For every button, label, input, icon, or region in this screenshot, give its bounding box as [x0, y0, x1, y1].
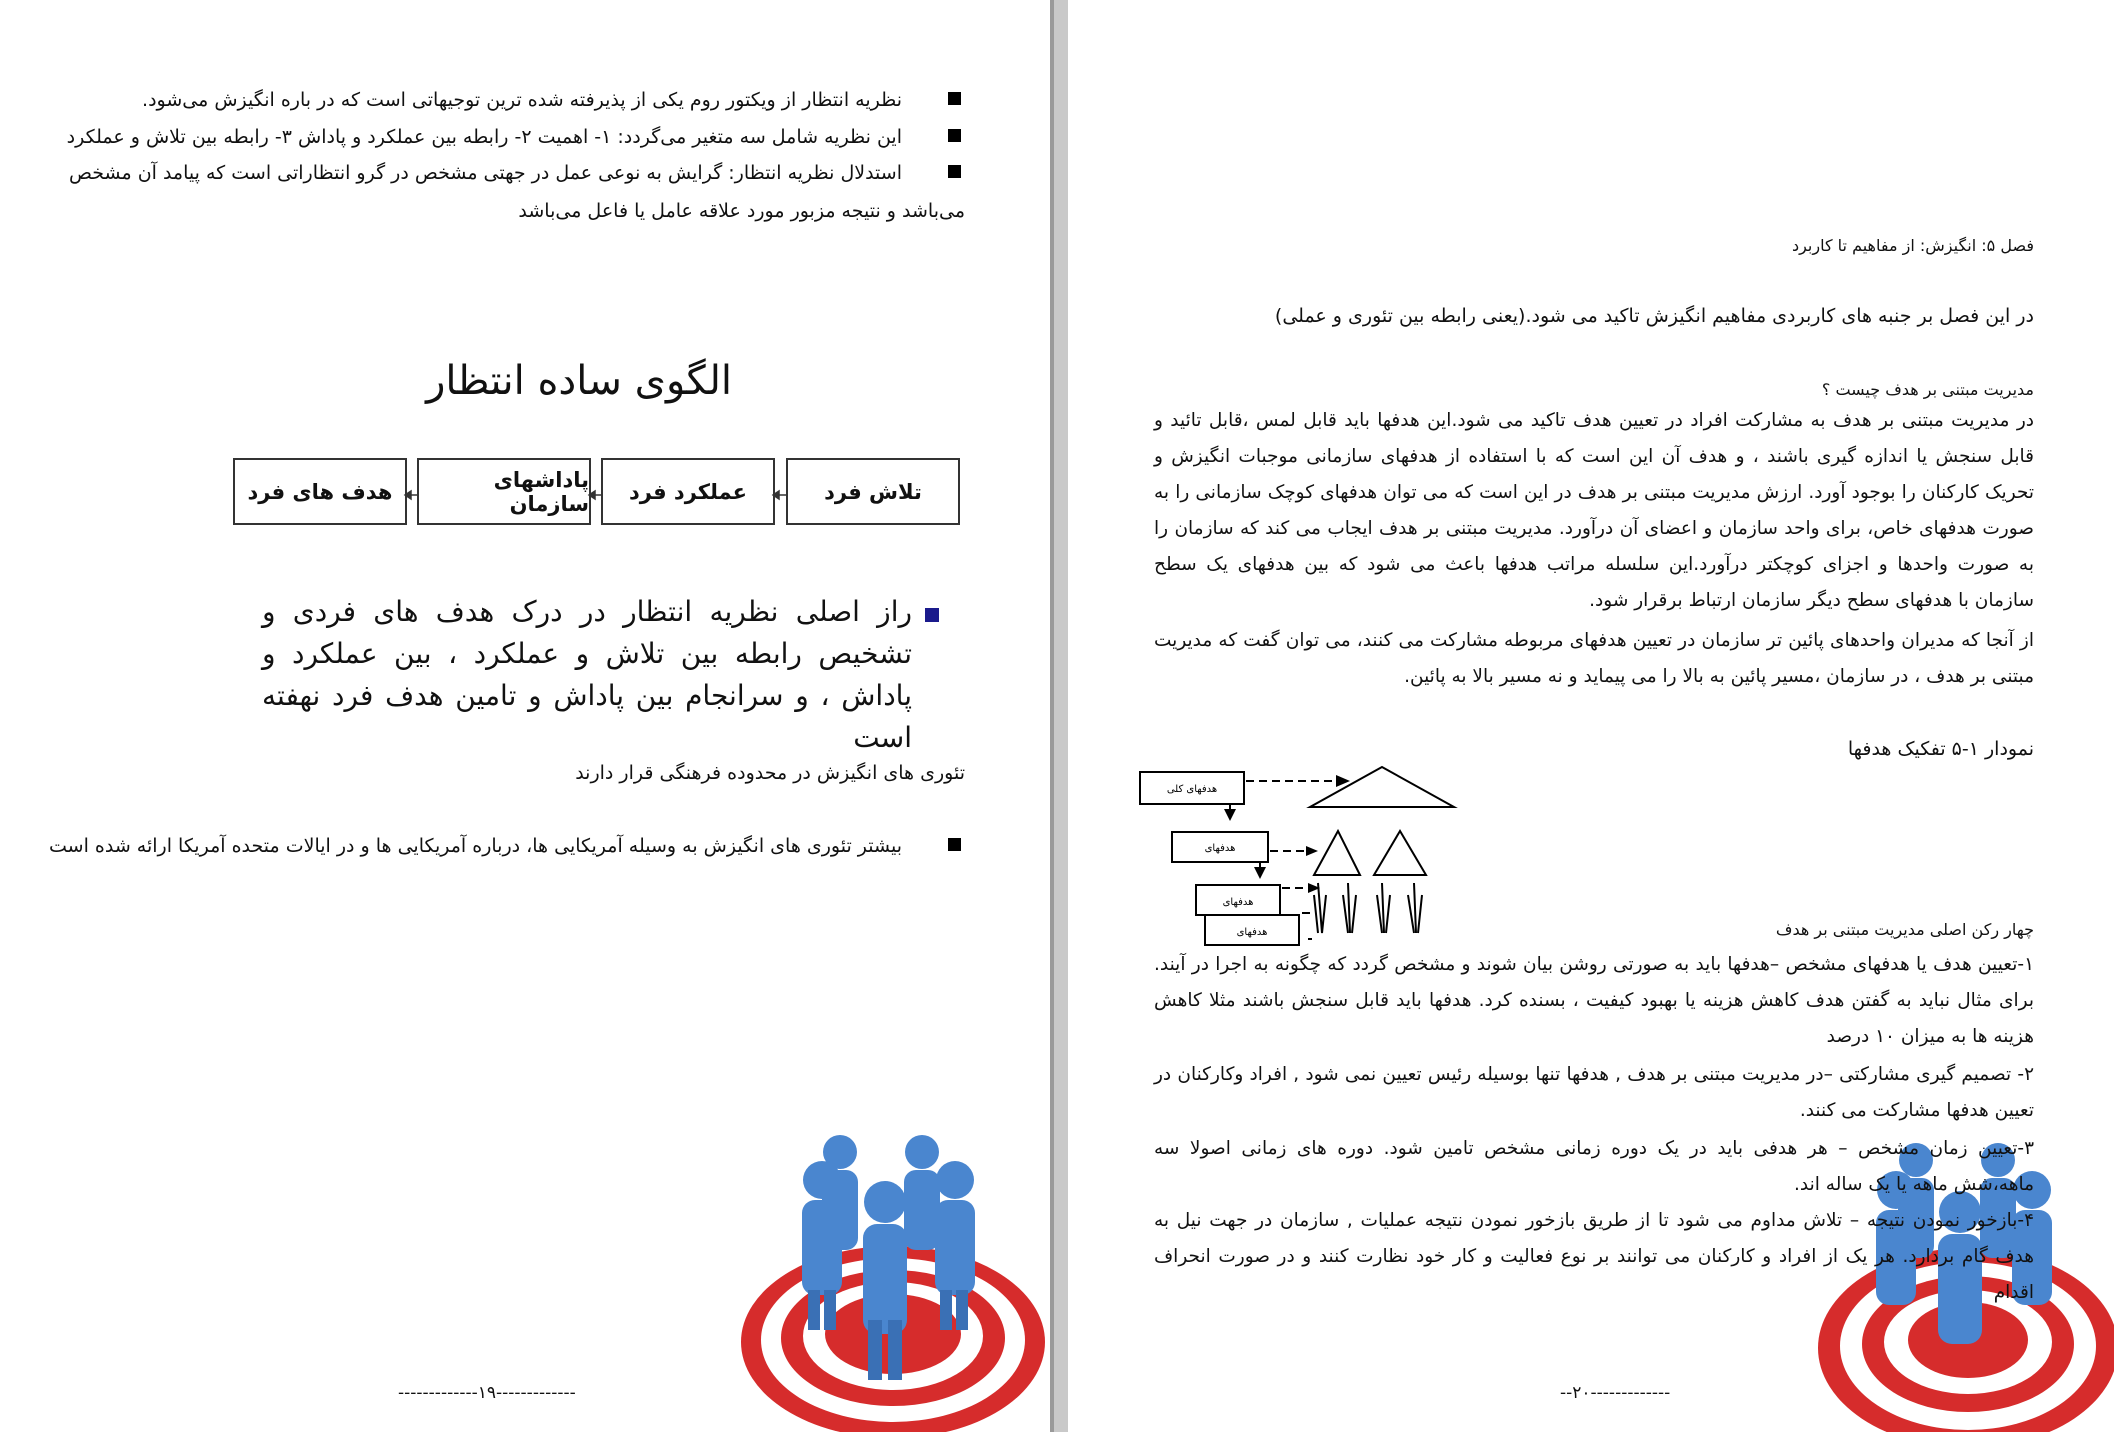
page-20	[1068, 0, 2114, 1432]
chart-caption: نمودار ۱-۵ تفکیک هدفها	[1847, 738, 2034, 760]
culture-line: تئوری های انگیزش در محدوده فرهنگی قرار دارند	[575, 762, 965, 784]
pillar-item-3: ۳-تعیین زمان مشخص – هر هدفی باید در یک دوره زمانی مشخص تامین شود. دوره های زمانی اصولا سه ماهه،شش ماهه یا یک ساله اند.	[1154, 1138, 2034, 1195]
flow-arrows	[0, 0, 1050, 600]
four-pillars-title: چهار رکن اصلی مدیریت مبتنی بر هدف	[1775, 920, 2034, 939]
bullet-text: استدلال نظریه انتظار: گرایش به نوعی عمل در جهتی مشخص در گرو انتظاراتی است که پیامد آن مشخص	[68, 162, 902, 184]
page-19	[0, 0, 1050, 1432]
mbo-paragraph: در مدیریت مبتنی بر هدف به مشارکت افراد در تعیین هدف تاکید می شود.این هدفها باید قابل لمس ،قابل تائید و قابل سنجش یا اندازه گیری باشند ، و هدف آن این است که با استفاده از هدفهای سازمانی موجبات انگیزش و تحریک کارکنان را بوجود آورد. ارزش مدیریت مبتنی بر هدف در این است که می توان هدفهای کوچک سازمانی را به صورت هدفهای خاص، برای واحد سازمان و اعضای آن درآورد. مدیریت مبتنی بر هدف ایجاب می کند که سازمان را به صورت واحدها و اجزای کوچکتر درآورد.این سلسله مراتب هدفها باعث می شود که بین هدفهای یک سطح سازمان با هدفهای سطح دیگر سازمان ارتباط برقرار شود.	[1154, 410, 2034, 611]
flow-box-rewards: پاداشهای سازمان	[417, 458, 591, 525]
flow-box-effort: تلاش فرد	[786, 458, 960, 525]
bullet-text: نظریه انتظار از ویکتور روم یکی از پذیرفته شده ترین توجیهاتی است که در باره انگیزش می‌شود.	[142, 89, 902, 111]
pillar-item-4: ۴-بازخور نمودن نتیجه – تلاش مداوم می شود تا از طریق بازخور نمودن نتیجه عملیات , سازمان در جهت نیل به هدف گام بردارد. هر یک از افراد و کارکنان می توانند بر نوع فعالیت و کار خود نظارت کنند و در صورت انحراف اقدام	[1154, 1210, 2034, 1303]
diagram-label: هدفهای	[1222, 897, 1254, 908]
bullet-marker	[948, 838, 961, 851]
big-bullet-marker	[925, 608, 939, 622]
bullet-text: این نظریه شامل سه متغیر می‌گردد: ۱- اهمیت ۲- رابطه بین عملکرد و پاداش ۳- رابطه بین تلاش و عملکرد	[66, 126, 902, 148]
page-number: -------------۱۹-------------	[398, 1383, 576, 1403]
target-people-image	[730, 1120, 1050, 1432]
diagram-label: هدفهای	[1236, 927, 1268, 938]
section-question: مدیریت مبتنی بر هدف چیست ؟	[1821, 380, 2034, 399]
goal-hierarchy-diagram	[1138, 755, 1458, 955]
flow-box-goals: هدف های فرد	[233, 458, 407, 525]
bullet-continuation: می‌باشد و نتیجه مزبور مورد علاقه عامل یا فاعل می‌باشد	[518, 200, 965, 222]
key-point-text: راز اصلی نظریه انتظار در درک هدف های فردی و تشخیص رابطه بین تلاش و عملکرد ، بین عملکرد و پاداش ، و سرانجام بین پاداش و تامین هدف فرد نهفته است	[262, 595, 912, 754]
intro-text: در این فصل بر جنبه های کاربردی مفاهیم انگیزش تاکید می شود.(یعنی رابطه بین تئوری و عملی)	[1274, 305, 2034, 327]
flow-box-performance: عملکرد فرد	[601, 458, 775, 525]
mbo-paragraph-2: از آنجا که مدیران واحدهای پائین تر سازمان در تعیین هدفهای مربوطه مشارکت می کنند، می توان گفت که مدیریت مبتنی بر هدف ، در سازمان ،مسیر پائین به بالا را می پیماید و نه مسیر بالا به پائین.	[1154, 630, 2034, 687]
page-number: --۲۰-------------	[1560, 1383, 1671, 1403]
chapter-title: فصل ۵: انگیزش: از مفاهیم تا کاربرد	[1791, 236, 2034, 255]
diagram-label: هدفهای	[1204, 843, 1236, 854]
pillar-item-2: ۲- تصمیم گیری مشارکتی –در مدیریت مبتنی بر هدف , هدفها تنها بوسیله رئیس تعیین نمی شود , افراد وکارکنان در تعیین هدفها مشارکت می کنند.	[1154, 1064, 2034, 1121]
bullet-text: بیشتر تئوری های انگیزش به وسیله آمریکایی ها، درباره آمریکایی ها و در ایالات متحده آمریکا ارائه شده است	[49, 835, 902, 857]
diagram-heading: الگوی ساده انتظار	[426, 358, 732, 404]
page-gutter	[1050, 0, 1068, 1432]
diagram-label: هدفهای کلی	[1166, 784, 1218, 795]
pillar-item-1: ۱-تعیین هدف یا هدفهای مشخص –هدفها باید به صورتی روشن بیان شوند و مشخص گردد که چگونه به اجرا در آیند. برای مثال نباید به گفتن هدف کاهش هزینه یا بهبود کیفیت ، بسنده کرد. هدفها باید قابل سنجش باشند مثلا کاهش هزینه ها به میزان ۱۰ درصد	[1154, 954, 2034, 1047]
